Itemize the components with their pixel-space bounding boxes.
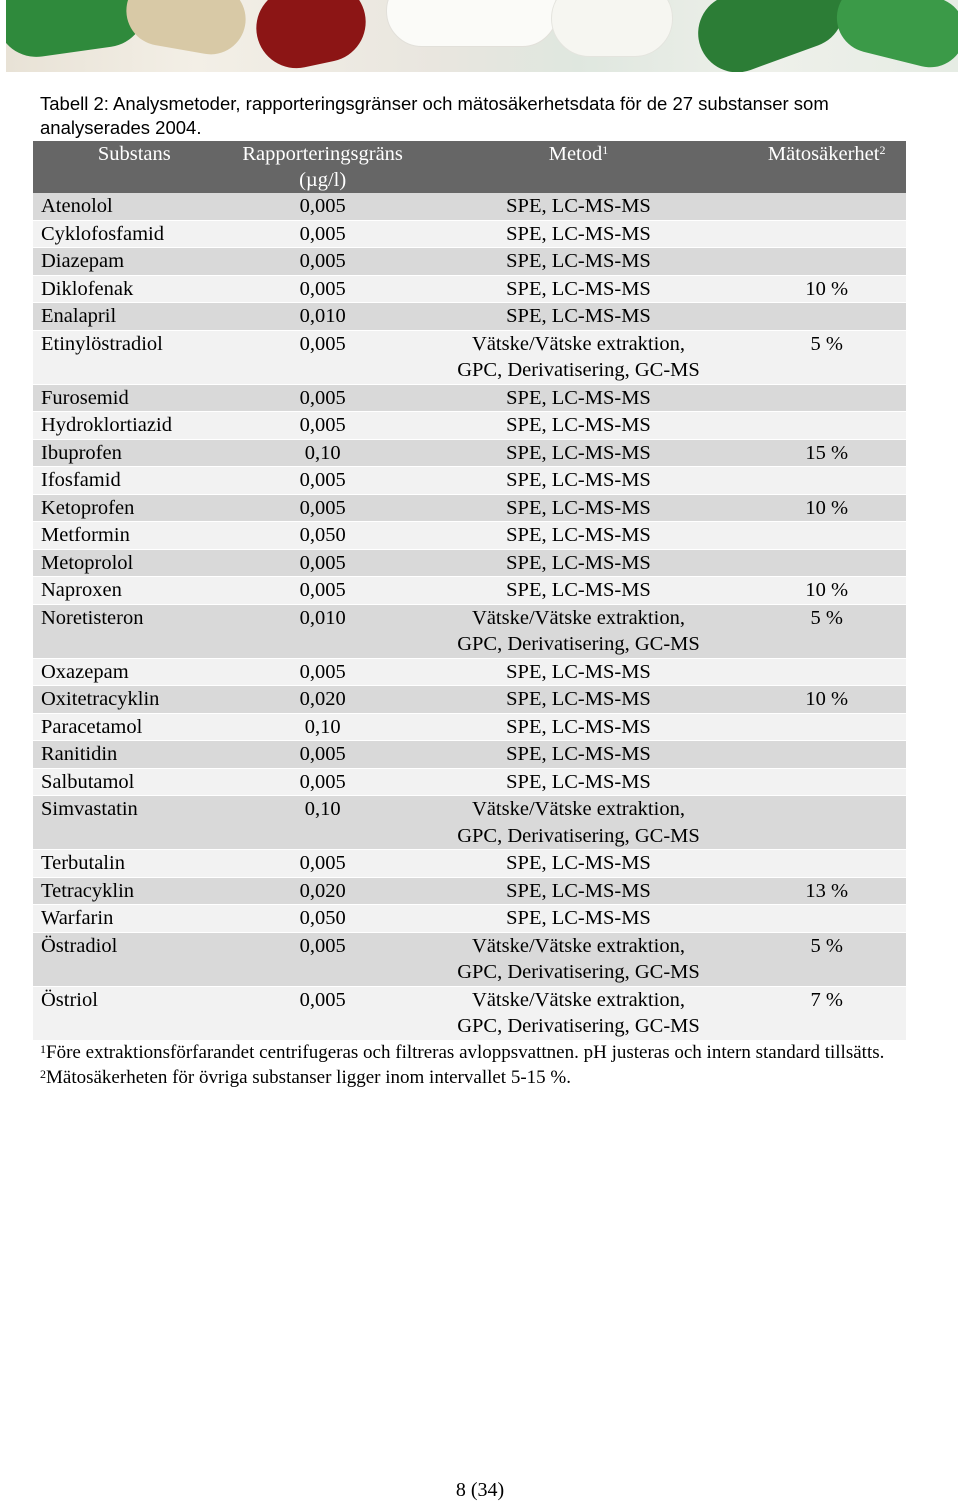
cell-metod — [410, 494, 748, 522]
cell-metod-line1: SPE, LC-MS-MS — [506, 277, 651, 300]
cell-rapporteringsgrans: 0,005 — [299, 852, 346, 874]
cell-matosakerhet — [747, 467, 906, 495]
cell-rapporteringsgrans: 0,005 — [299, 988, 346, 1011]
substance-table — [33, 141, 906, 1041]
cell-matosakerhet — [747, 741, 906, 769]
cell-metod — [410, 248, 748, 276]
footnote-1-text: Före extraktionsförfarandet centrifugeras och filtreras avloppsvattnen. pH justeras och intern standard tillsätts. — [46, 1042, 885, 1063]
cell-substans: Diazepam — [41, 250, 125, 272]
cell-substans: Östradiol — [41, 934, 118, 957]
cell-substans: Metoprolol — [41, 551, 134, 574]
cell-substans: Metformin — [41, 524, 130, 546]
cell-matosakerhet — [747, 549, 906, 577]
cell-metod-line1: SPE, LC-MS-MS — [506, 743, 651, 765]
header-matosakerhet-footnote-ref: 2 — [879, 143, 886, 157]
cell-substans: Oxazepam — [41, 660, 129, 683]
cell-metod-line1: Vätske/Vätske extraktion, — [472, 934, 685, 957]
table-row — [33, 932, 906, 986]
cell-rapporteringsgrans: 0,10 — [304, 798, 341, 820]
cell-metod-line1: SPE, LC-MS-MS — [506, 222, 651, 245]
cell-rapporteringsgrans: 0,10 — [304, 715, 341, 738]
cell-rapporteringsgrans: 0,005 — [299, 579, 346, 601]
cell-metod-line1: Vätske/Vätske extraktion, — [472, 606, 685, 629]
cell-substans: Paracetamol — [41, 715, 143, 738]
cell-substans: Diklofenak — [41, 277, 134, 300]
cell-matosakerhet — [747, 658, 906, 686]
header-pill-photo — [6, 0, 958, 72]
footnote-1-marker: 1 — [40, 1042, 46, 1056]
table-row — [33, 439, 906, 467]
cell-rapporteringsgrans: 0,005 — [299, 660, 346, 683]
cell-matosakerhet: 15 % — [805, 441, 849, 464]
table-row — [33, 577, 906, 605]
cell-metod — [410, 384, 748, 412]
cell-metod-line1: SPE, LC-MS-MS — [506, 715, 651, 738]
cell-rapporteringsgrans: 0,005 — [299, 332, 346, 355]
cell-substans: Terbutalin — [41, 852, 125, 874]
table-row — [33, 220, 906, 248]
table-row — [33, 303, 906, 331]
table-row — [33, 741, 906, 769]
cell-rapporteringsgrans: 0,005 — [299, 414, 346, 436]
table-row — [33, 713, 906, 741]
table-row — [33, 905, 906, 933]
cell-substans: Warfarin — [41, 907, 114, 929]
table-row — [33, 193, 906, 220]
header-rapporteringsgrans-line1: Rapporteringsgräns — [242, 143, 403, 165]
header-matosakerhet-label: Mätosäkerhet — [767, 143, 880, 165]
table-row — [33, 986, 906, 1040]
page-number: 8 (34) — [455, 1479, 505, 1501]
cell-substans: Östriol — [41, 988, 98, 1011]
cell-matosakerhet: 10 % — [805, 688, 849, 710]
footnote-2-text: Mätosäkerheten för övriga substanser ligger inom intervallet 5-15 %. — [46, 1066, 571, 1088]
cell-matosakerhet: 10 % — [805, 579, 849, 601]
cell-substans: Furosemid — [41, 386, 129, 409]
table-row — [33, 330, 906, 384]
table-row — [33, 384, 906, 412]
cell-metod — [410, 439, 748, 467]
cell-substans: Simvastatin — [41, 798, 138, 820]
cell-metod-line1: SPE, LC-MS-MS — [506, 770, 651, 793]
cell-substans: Oxitetracyklin — [41, 688, 160, 710]
footnote-2 — [40, 1066, 920, 1091]
cell-metod-line2: GPC, Derivatisering, GC-MS — [457, 359, 700, 381]
cell-metod-line2: GPC, Derivatisering, GC-MS — [457, 824, 700, 847]
table-row — [33, 604, 906, 658]
cell-metod — [410, 796, 748, 850]
cell-substans: Cyklofosfamid — [41, 222, 164, 245]
cell-rapporteringsgrans: 0,050 — [299, 524, 346, 546]
footnote-1 — [40, 1041, 920, 1066]
cell-metod-line1: SPE, LC-MS-MS — [506, 414, 651, 436]
cell-matosakerhet — [747, 303, 906, 331]
cell-metod — [410, 713, 748, 741]
cell-metod — [410, 986, 748, 1040]
cell-metod-line1: SPE, LC-MS-MS — [506, 441, 651, 464]
cell-metod — [410, 275, 748, 303]
cell-metod-line1: SPE, LC-MS-MS — [506, 469, 651, 491]
cell-rapporteringsgrans: 0,005 — [299, 250, 346, 272]
table-row — [33, 658, 906, 686]
table-row — [33, 248, 906, 276]
cell-rapporteringsgrans: 0,005 — [299, 386, 346, 409]
cell-substans: Etinylöstradiol — [41, 332, 163, 355]
cell-rapporteringsgrans: 0,020 — [299, 688, 346, 710]
cell-matosakerhet — [747, 905, 906, 933]
cell-matosakerhet: 10 % — [805, 496, 849, 519]
table-row — [33, 549, 906, 577]
cell-matosakerhet — [747, 248, 906, 276]
cell-metod-line2: GPC, Derivatisering, GC-MS — [457, 1015, 700, 1037]
cell-rapporteringsgrans: 0,005 — [299, 934, 346, 957]
cell-metod-line1: SPE, LC-MS-MS — [506, 551, 651, 574]
cell-rapporteringsgrans: 0,005 — [299, 469, 346, 491]
cell-metod-line1: SPE, LC-MS-MS — [506, 660, 651, 683]
cell-metod-line1: SPE, LC-MS-MS — [506, 195, 651, 217]
cell-matosakerhet — [747, 412, 906, 440]
cell-matosakerhet: 5 % — [810, 332, 843, 355]
header-metod-footnote-ref: 1 — [602, 143, 609, 157]
header-metod-label: Metod — [548, 143, 603, 165]
cell-metod-line1: SPE, LC-MS-MS — [506, 579, 651, 601]
cell-matosakerhet — [747, 796, 906, 850]
cell-substans: Hydroklortiazid — [41, 414, 172, 436]
header-metod — [410, 141, 748, 193]
cell-metod-line1: SPE, LC-MS-MS — [506, 852, 651, 874]
cell-metod-line1: Vätske/Vätske extraktion, — [472, 798, 685, 820]
footnotes — [40, 1041, 920, 1090]
cell-rapporteringsgrans: 0,010 — [299, 606, 346, 629]
cell-metod-line1: SPE, LC-MS-MS — [506, 305, 651, 327]
cell-substans: Naproxen — [41, 579, 122, 601]
cell-rapporteringsgrans: 0,020 — [299, 879, 346, 902]
cell-metod — [410, 577, 748, 605]
cell-metod-line1: SPE, LC-MS-MS — [506, 907, 651, 929]
cell-substans: Ketoprofen — [41, 496, 135, 519]
header-rapporteringsgrans — [236, 141, 410, 193]
cell-metod — [410, 658, 748, 686]
table-row — [33, 412, 906, 440]
cell-rapporteringsgrans: 0,010 — [299, 305, 346, 327]
cell-rapporteringsgrans: 0,10 — [304, 441, 341, 464]
cell-metod — [410, 522, 748, 550]
cell-metod-line1: Vätske/Vätske extraktion, — [472, 332, 685, 355]
cell-metod — [410, 741, 748, 769]
cell-rapporteringsgrans: 0,005 — [299, 551, 346, 574]
cell-metod-line1: SPE, LC-MS-MS — [506, 524, 651, 546]
cell-rapporteringsgrans: 0,005 — [299, 195, 346, 217]
cell-substans: Ifosfamid — [41, 469, 121, 491]
cell-metod-line2: GPC, Derivatisering, GC-MS — [457, 633, 700, 655]
cell-matosakerhet: 10 % — [805, 277, 849, 300]
cell-matosakerhet: 5 % — [810, 934, 843, 957]
cell-metod — [410, 303, 748, 331]
cell-substans: Enalapril — [41, 305, 117, 327]
table-row — [33, 494, 906, 522]
cell-metod — [410, 220, 748, 248]
cell-substans: Noretisteron — [41, 606, 144, 629]
cell-matosakerhet — [747, 384, 906, 412]
cell-metod — [410, 686, 748, 714]
cell-metod-line1: SPE, LC-MS-MS — [506, 250, 651, 272]
cell-substans: Salbutamol — [41, 770, 135, 793]
cell-rapporteringsgrans: 0,005 — [299, 770, 346, 793]
cell-metod-line1: SPE, LC-MS-MS — [506, 386, 651, 409]
cell-substans: Ibuprofen — [41, 441, 122, 464]
cell-matosakerhet — [747, 850, 906, 878]
table-row — [33, 877, 906, 905]
table-header-row — [33, 141, 906, 193]
cell-matosakerhet — [747, 713, 906, 741]
cell-substans: Tetracyklin — [41, 879, 135, 902]
cell-metod-line1: Vätske/Vätske extraktion, — [472, 988, 685, 1011]
cell-metod — [410, 604, 748, 658]
cell-metod — [410, 412, 748, 440]
cell-metod — [410, 330, 748, 384]
cell-metod-line1: SPE, LC-MS-MS — [506, 879, 651, 902]
cell-rapporteringsgrans: 0,005 — [299, 743, 346, 765]
cell-substans: Ranitidin — [41, 743, 118, 765]
cell-metod — [410, 877, 748, 905]
table-row — [33, 522, 906, 550]
cell-metod — [410, 768, 748, 796]
header-substans: Substans — [33, 141, 236, 193]
cell-metod-line2: GPC, Derivatisering, GC-MS — [457, 961, 700, 983]
cell-metod — [410, 467, 748, 495]
table-row — [33, 850, 906, 878]
cell-rapporteringsgrans: 0,050 — [299, 907, 346, 929]
cell-metod — [410, 193, 748, 220]
table-row — [33, 768, 906, 796]
table-row — [33, 796, 906, 850]
table-row — [33, 275, 906, 303]
cell-matosakerhet — [747, 768, 906, 796]
table-caption: Tabell 2: Analysmetoder, rapporteringsgränser och mätosäkerhetsdata för de 27 substanser som analyserades 2004. — [40, 93, 829, 138]
footnote-2-marker: 2 — [40, 1066, 46, 1081]
cell-substans: Atenolol — [41, 195, 113, 217]
header-rapporteringsgrans-unit: (µg/l) — [299, 169, 347, 191]
cell-metod-line1: SPE, LC-MS-MS — [506, 688, 651, 710]
header-matosakerhet — [747, 141, 906, 193]
cell-metod — [410, 932, 748, 986]
cell-metod — [410, 549, 748, 577]
cell-rapporteringsgrans: 0,005 — [299, 496, 346, 519]
cell-matosakerhet: 7 % — [810, 988, 843, 1011]
table-body — [33, 193, 906, 1040]
cell-matosakerhet: 5 % — [810, 606, 843, 629]
table-row — [33, 467, 906, 495]
cell-metod — [410, 850, 748, 878]
cell-matosakerhet: 13 % — [805, 879, 849, 902]
cell-matosakerhet — [747, 522, 906, 550]
cell-matosakerhet — [747, 193, 906, 220]
cell-metod-line1: SPE, LC-MS-MS — [506, 496, 651, 519]
table-row — [33, 686, 906, 714]
cell-matosakerhet — [747, 220, 906, 248]
cell-rapporteringsgrans: 0,005 — [299, 222, 346, 245]
cell-metod — [410, 905, 748, 933]
cell-rapporteringsgrans: 0,005 — [299, 277, 346, 300]
